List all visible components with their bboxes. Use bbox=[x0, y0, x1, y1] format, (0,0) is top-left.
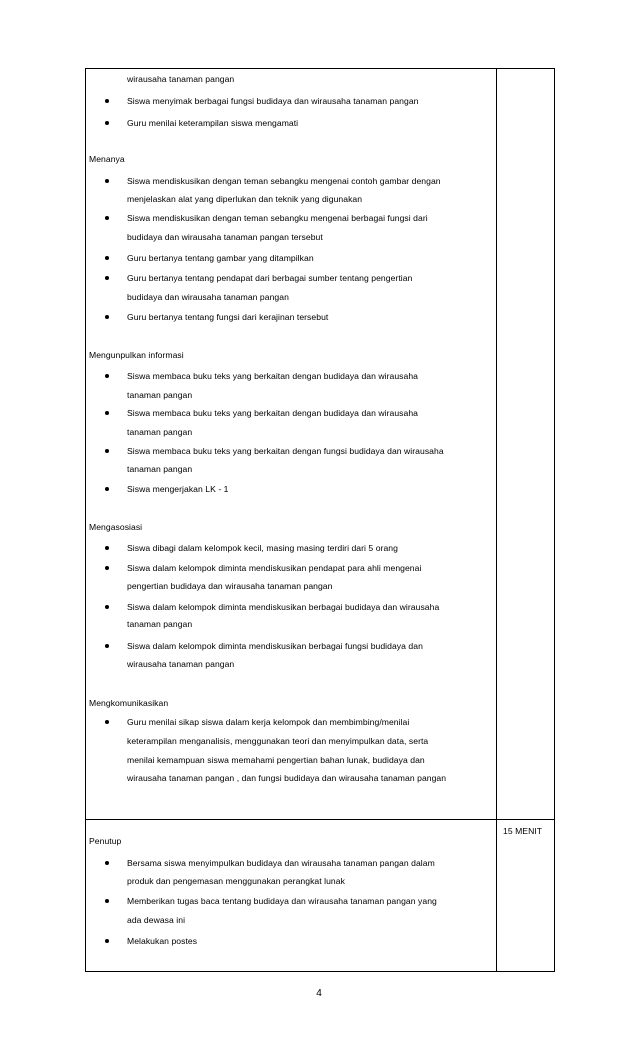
bullet bbox=[105, 179, 109, 183]
bullet bbox=[105, 315, 109, 319]
section-heading-mengkomunikasikan: Mengkomunikasikan bbox=[89, 698, 169, 708]
bullet bbox=[105, 720, 109, 724]
list-item: Guru bertanya tentang pendapat dari berbagai sumber tentang pengertian bbox=[127, 273, 413, 283]
list-item: Memberikan tugas baca tentang budidaya dan wirausaha tanaman pangan yang bbox=[127, 896, 437, 906]
list-item: Siswa mendiskusikan dengan teman sebangku mengenai contoh gambar dengan bbox=[127, 176, 441, 186]
list-item: Siswa dalam kelompok diminta mendiskusikan berbagai fungsi budidaya dan bbox=[127, 641, 423, 651]
bullet bbox=[105, 546, 109, 550]
list-item-continuation: tanaman pangan bbox=[127, 619, 193, 629]
list-item: Guru bertanya tentang gambar yang ditampilkan bbox=[127, 253, 314, 263]
bullet bbox=[105, 411, 109, 415]
list-item-continuation: wirausaha tanaman pangan bbox=[127, 74, 235, 84]
list-item-continuation: menilai kemampuan siswa memahami pengertian bahan lunak, budidaya dan bbox=[127, 755, 425, 765]
table-column-divider bbox=[496, 68, 497, 972]
bullet bbox=[105, 449, 109, 453]
list-item-continuation: budidaya dan wirausaha tanaman pangan bbox=[127, 292, 289, 302]
list-item: Siswa menyimak berbagai fungsi budidaya dan wirausaha tanaman pangan bbox=[127, 96, 419, 106]
list-item: Siswa dalam kelompok diminta mendiskusikan pendapat para ahli mengenai bbox=[127, 563, 422, 573]
list-item-continuation: ada dewasa ini bbox=[127, 915, 186, 925]
bullet bbox=[105, 939, 109, 943]
list-item: Guru menilai sikap siswa dalam kerja kelompok dan membimbing/menilai bbox=[127, 717, 410, 727]
list-item-continuation: tanaman pangan bbox=[127, 390, 193, 400]
bullet bbox=[105, 899, 109, 903]
page-number: 4 bbox=[316, 988, 322, 999]
list-item: Siswa mendiskusikan dengan teman sebangku mengenai berbagai fungsi dari bbox=[127, 213, 428, 223]
bullet bbox=[105, 644, 109, 648]
bullet bbox=[105, 256, 109, 260]
list-item: Guru menilai keterampilan siswa mengamati bbox=[127, 118, 299, 128]
list-item: Guru bertanya tentang fungsi dari kerajinan tersebut bbox=[127, 312, 329, 322]
bullet bbox=[105, 121, 109, 125]
list-item-continuation: wirausaha tanaman pangan , dan fungsi budidaya dan wirausaha tanaman pangan bbox=[127, 773, 447, 783]
duration-label: 15 MENIT bbox=[503, 826, 543, 836]
bullet bbox=[105, 605, 109, 609]
section-heading-mengumpulkan: Mengunpulkan informasi bbox=[89, 350, 184, 360]
bullet bbox=[105, 276, 109, 280]
list-item: Melakukan postes bbox=[127, 936, 198, 946]
list-item-continuation: keterampilan menganalisis, menggunakan teori dan menyimpulkan data, serta bbox=[127, 736, 429, 746]
bullet bbox=[105, 566, 109, 570]
list-item: Siswa mengerjakan LK - 1 bbox=[127, 484, 229, 494]
section-heading-penutup: Penutup bbox=[89, 836, 122, 846]
list-item-continuation: wirausaha tanaman pangan bbox=[127, 659, 235, 669]
section-heading-mengasosiasi: Mengasosiasi bbox=[89, 522, 143, 532]
list-item: Siswa membaca buku teks yang berkaitan dengan budidaya dan wirausaha bbox=[127, 371, 418, 381]
table-row-divider bbox=[85, 819, 555, 820]
bullet bbox=[105, 99, 109, 103]
section-heading-menanya: Menanya bbox=[89, 154, 125, 164]
list-item: Siswa membaca buku teks yang berkaitan dengan fungsi budidaya dan wirausaha bbox=[127, 446, 444, 456]
list-item: Siswa dalam kelompok diminta mendiskusikan berbagai budidaya dan wirausaha bbox=[127, 602, 440, 612]
bullet bbox=[105, 374, 109, 378]
list-item-continuation: menjelaskan alat yang diperlukan dan teknik yang digunakan bbox=[127, 194, 363, 204]
list-item-continuation: tanaman pangan bbox=[127, 464, 193, 474]
bullet bbox=[105, 861, 109, 865]
list-item-continuation: tanaman pangan bbox=[127, 427, 193, 437]
bullet bbox=[105, 487, 109, 491]
list-item: Bersama siswa menyimpulkan budidaya dan wirausaha tanaman pangan dalam bbox=[127, 858, 435, 868]
list-item-continuation: produk dan pengemasan menggunakan perangkat lunak bbox=[127, 876, 345, 886]
list-item: Siswa dibagi dalam kelompok kecil, masing masing terdiri dari 5 orang bbox=[127, 543, 398, 553]
list-item-continuation: budidaya dan wirausaha tanaman pangan tersebut bbox=[127, 232, 323, 242]
list-item: Siswa membaca buku teks yang berkaitan dengan budidaya dan wirausaha bbox=[127, 408, 418, 418]
bullet bbox=[105, 216, 109, 220]
list-item-continuation: pengertian budidaya dan wirausaha tanaman pangan bbox=[127, 581, 333, 591]
